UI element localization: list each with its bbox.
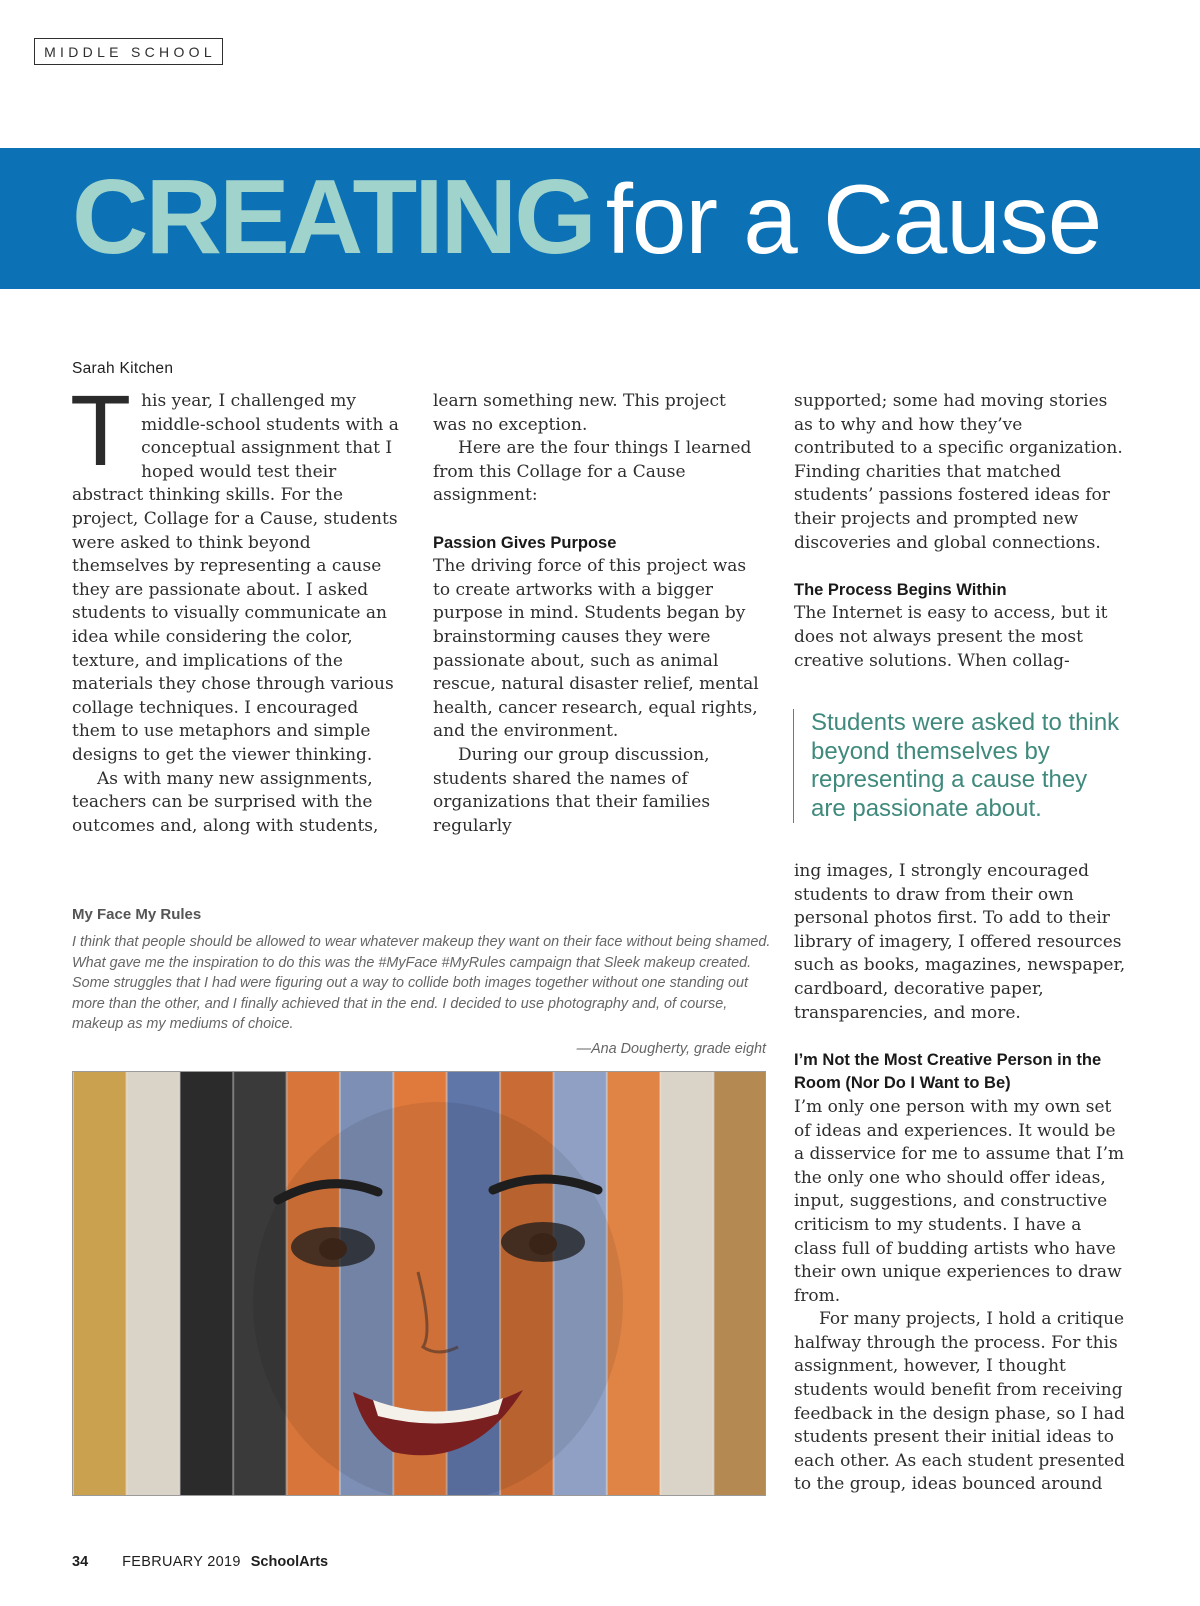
pull-quote: Students were asked to think beyond themselves by representing a cause they are passionate about. [793,709,1123,823]
paragraph: supported; some had moving stories as to why and how they’ve contributed to a specific organization. Finding charities that matched students’ passions fostered ideas for their projects and prompted new discoveries and global connections. [794,391,1123,553]
collage-portrait-image [72,1071,766,1496]
column-3-top [794,390,1124,673]
right-iris [529,1233,557,1255]
section-tag: MIDDLE SCHOOL [34,38,223,65]
paragraph: The driving force of this project was to create artworks with a bigger purpose in mind. Students began by brainstorming causes they were passionate about, such as animal rescue, natural disaster relief, mental health, cancer research, equal rights, and the environment. [433,556,759,742]
article-headline [72,153,1101,313]
paragraph: As with many new assignments, teachers can be surprised with the outcomes and, along with students, [72,768,379,836]
collage-portrait-svg [73,1072,766,1496]
paragraph: For many projects, I hold a critique halfway through the process. For this assignment, however, I thought students would benefit from receiving feedback in the design phase, so I had students present their initial ideas to each other. As each student presented to the group, ideas bounced around [794,1309,1125,1495]
caption-body: I think that people should be allowed to wear whatever makeup they want on their face without being shamed. What gave me the inspiration to do this was the #MyFace #MyRules campaign that Sleek makeup created. Some struggles that I had were figuring out a way to collide both images together without one standing out more than the other, and I finally achieved that in the end. I decided to use photography and, of course, makeup as my mediums of choice. [72,934,771,1032]
section-heading: Passion Gives Purpose [433,533,617,552]
headline-light: for a Cause [605,164,1102,274]
left-iris [319,1238,347,1260]
magazine-name: SchoolArts [250,1554,329,1570]
issue-date: FEBRUARY 2019 [122,1554,241,1570]
caption-title: My Face My Rules [72,906,202,923]
headline-bold: CREATING [72,158,594,276]
section-heading: The Process Begins Within [794,580,1007,599]
collage-strip [180,1072,234,1496]
paragraph: The Internet is easy to access, but it does not always present the most creative solutions. When collag- [794,603,1108,671]
paragraph: his year, I challenged my middle-school students with a conceptual assignment that I hoped would test their abstract thinking skills. For the project, Collage for a Cause, students were asked to think beyond themselves by representing a cause they are passionate about. I asked students to visually communicate an idea while considering the color, texture, and implications of the materials they chose through various collage techniques. I encouraged them to use metaphors and simple designs to get the viewer thinking. [72,391,399,765]
caption-credit: —Ana Dougherty, grade eight [576,1041,766,1057]
collage-strip [660,1072,714,1496]
column-3-bottom [794,860,1126,1497]
byline: Sarah Kitchen [72,360,174,377]
collage-strip [73,1072,127,1496]
section-heading: I’m Not the Most Creative Person in the Room (Nor Do I Want to Be) [794,1050,1102,1093]
paragraph: I’m only one person with my own set of ideas and experiences. It would be a disservice for me to assume that I’m the only one who should offer ideas, input, suggestions, and constructive criticism to my students. I have a class full of budding artists who have their own unique experiences to draw from. [794,1096,1125,1306]
column-2 [433,390,763,838]
collage-strip [126,1072,180,1496]
drop-cap: T [70,375,132,487]
page-footer [72,1554,328,1570]
collage-strip [714,1072,766,1496]
paragraph: During our group discussion, students shared the names of organizations that their families regularly [433,744,711,836]
paragraph: Here are the four things I learned from this Collage for a Cause assignment: [433,438,752,506]
column-1 [70,375,404,838]
paragraph: learn something new. This project was no exception. [433,391,726,435]
page-number: 34 [72,1554,89,1570]
face-overlay [253,1102,623,1496]
paragraph: ing images, I strongly encouraged students to draw from their own personal photos first. To add to their library of imagery, I offered resources such as books, magazines, newspaper, cardboard, decorative paper, transparencies, and more. [794,861,1126,1023]
